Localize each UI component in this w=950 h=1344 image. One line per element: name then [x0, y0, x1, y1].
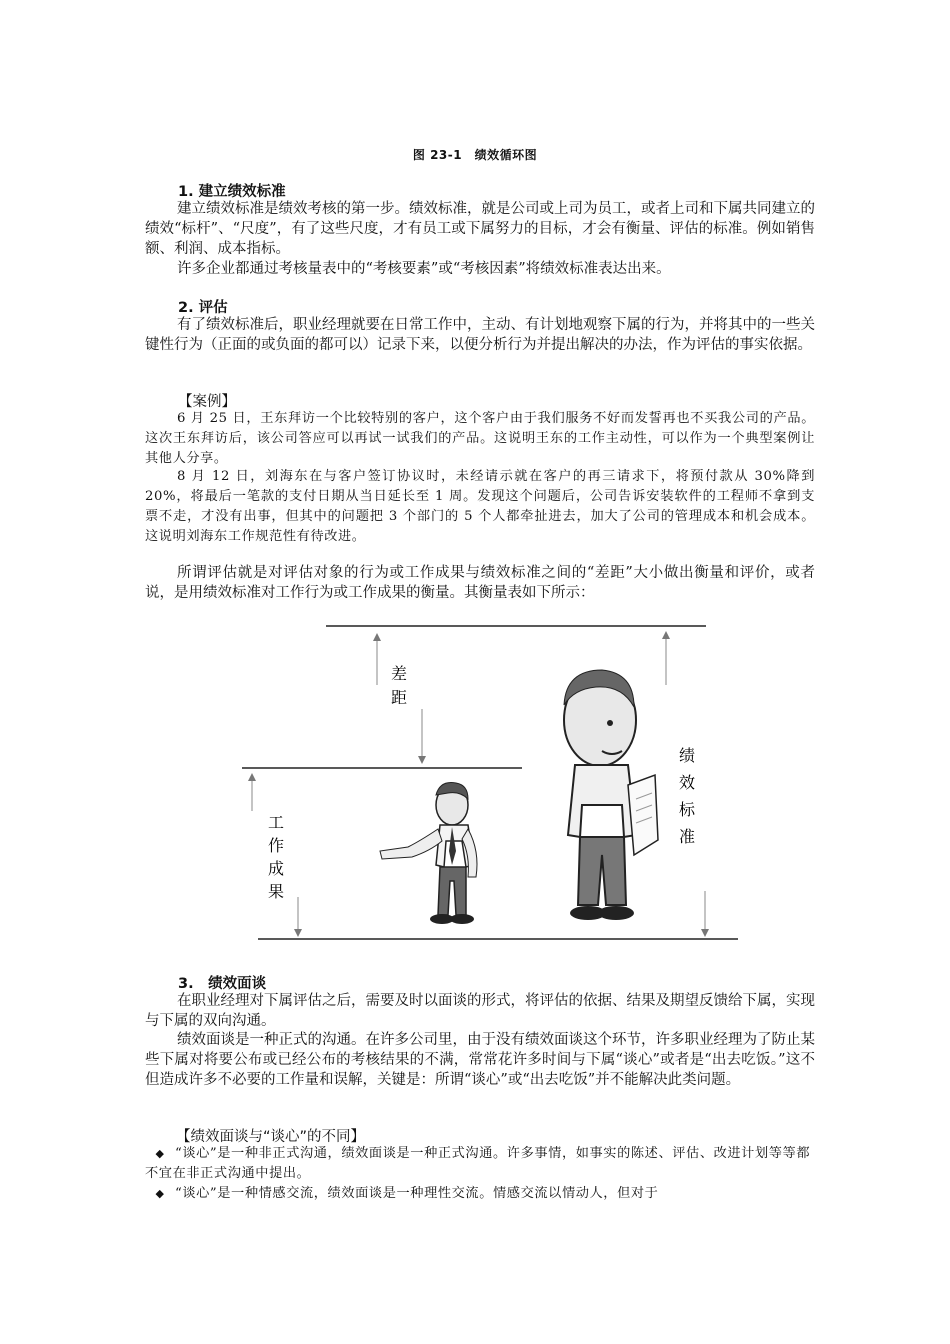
gap-measurement-diagram	[230, 615, 760, 950]
paragraph: 所谓评估就是对评估对象的行为或工作成果与绩效标准之间的“差距”大小做出衡量和评价，或者说，是用绩效标准对工作行为或工作成果的衡量。其衡量表如下所示：	[145, 565, 815, 601]
figure-caption: 图 23-1 绩效循环图	[412, 148, 538, 162]
diamond-bullet-icon: ◆	[155, 1147, 165, 1160]
paragraph: 许多企业都通过考核量表中的“考核要素”或“考核因素”将绩效标准表达出来。	[177, 261, 671, 277]
gap-label-char: 距	[390, 688, 408, 707]
large-man-illustration	[564, 670, 658, 920]
case-paragraph: 8 月 12 日，刘海东在与客户签订协议时，未经请示就在客户的再三请求下，将预付款从 30%降到 20%，将最后一笔款的支付日期从当日延长至 1 周。发现这个问题后，公司告诉安装软件的工程师不拿到支票不走，才没有出事，但其中的问题把 3 个部门的 5 个人都牵扯进去，加大了公司的管理成本和机会成本。这说明刘海东工作规范性有待改进。	[145, 469, 815, 544]
result-label-char: 果	[267, 882, 285, 901]
standard-label-char: 效	[678, 773, 696, 792]
diamond-bullet-icon: ◆	[155, 1187, 165, 1200]
bullet-item	[145, 1184, 817, 1204]
standard-label-char: 标	[678, 800, 696, 819]
bullet-item	[145, 1144, 817, 1184]
paragraph: 建立绩效标准是绩效考核的第一步。绩效标准，就是公司或上司为员工，或者上司和下属共同建立的绩效“标杆”、“尺度”，有了这些尺度，才有员工或下属努力的目标，才会有衡量、评估的标准。例如销售额、利润、成本指标。	[145, 201, 815, 257]
compare-heading: 【绩效面谈与“谈心”的不同】	[176, 1129, 366, 1145]
result-label-char: 成	[267, 859, 285, 878]
small-man-illustration	[380, 783, 477, 925]
section-heading-establish-standard: 1. 建立绩效标准	[178, 184, 286, 200]
case-paragraph: 6 月 25 日，王东拜访一个比较特别的客户，这个客户由于我们服务不好而发誓再也不买我公司的产品。这次王东拜访后，该公司答应可以再试一试我们的产品。这说明王东的工作主动性，可以作为一个典型案例让其他人分享。	[145, 411, 815, 466]
bullet-text: “谈心”是一种非正式沟通，绩效面谈是一种正式沟通。许多事情，如事实的陈述、评估、改进计划等等都不宜在非正式沟通中提出。	[145, 1146, 811, 1181]
case-heading: 【案例】	[178, 394, 236, 410]
result-label-char: 工	[267, 813, 285, 832]
bullet-text: “谈心”是一种情感交流，绩效面谈是一种理性交流。情感交流以情动人，但对于	[175, 1186, 659, 1201]
paragraph: 有了绩效标准后，职业经理就要在日常工作中，主动、有计划地观察下属的行为，并将其中的一些关键性行为（正面的或负面的都可以）记录下来，以便分析行为并提出解决的办法，作为评估的事实依据。	[145, 317, 815, 353]
paragraph: 在职业经理对下属评估之后，需要及时以面谈的形式，将评估的依据、结果及期望反馈给下属，实现与下属的双向沟通。	[145, 993, 815, 1029]
standard-label-char: 准	[678, 827, 696, 846]
result-label-char: 作	[267, 836, 285, 855]
section-heading-performance-interview: 3. 绩效面谈	[178, 976, 267, 992]
gap-label-char: 差	[390, 664, 408, 683]
section-heading-evaluate: 2. 评估	[178, 300, 228, 316]
standard-label-char: 绩	[678, 746, 696, 765]
paragraph: 绩效面谈是一种正式的沟通。在许多公司里，由于没有绩效面谈这个环节，许多职业经理为了防止某些下属对将要公布或已经公布的考核结果的不满，常常花许多时间与下属“谈心”或者是“出去吃饭。”这不但造成许多不必要的工作量和误解，关键是：所谓“谈心”或“出去吃饭”并不能解决此类问题。	[145, 1032, 815, 1088]
